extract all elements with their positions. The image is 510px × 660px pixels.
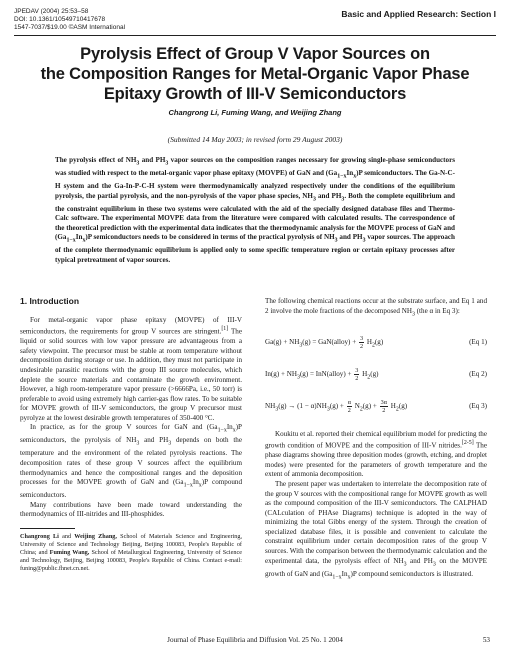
abstract: The pyrolysis effect of $NH_3$ and $PH_3$ vapor sources on the composition ranges necessary for growing single-phase semiconductors was studied with respect to the metal-organic vapor phase epitaxy (MOVPE) of GaN and $(Ga_{1-x}In_x)P$ semiconductors. The Ga-N-C-H system and the Ga-In-P-C-H system were thermodynamically analyzed respectively under the conditions of the equilibrium pyrolysis, the partial pyrolysis, and the non-pyrolysis of the vapor phase species, $NH_3$ and $PH_3$. Both the complete equilibrium and the constraint equilibrium in these two systems were calculated with the aid of the specially designed database files and Thermo-Calc software. The experimental MOVPE data from the literature were compared with calculated results. The correspondence of the theoretical prediction with the experimental data indicates that the thermodynamic analysis for the MOVPE process of GaN and $(Ga_{1-x}In_x)P$ semiconductors needs to be considered in terms of the practical pyrolysis of $NH_3$ and $PH_3$ vapor sources. The approach of the complete thermodynamic equilibrium is applied only to some specific temperature region or certain epitaxy processes after typical pretreatment of vapor sources. [55,156,456,264]
submission-dates: (Submitted 14 May 2003; in revised form 29 August 2003) [167,135,343,144]
doi: DOI: 10.1361/10549710417678 [14,16,106,23]
fraction: $\frac{3}{2}$ [355,366,359,382]
journal-metadata [14,8,125,32]
equation-number: (Eq 1) [469,337,487,346]
article-title: Pyrolysis Effect of Group V Vapor Sources on the Composition Ranges for Metal-Organic Vapor Phase Epitaxy Growth of III-V Semiconductors [40,45,470,103]
right-paragraph-2: The present paper was undertaken to interrelate the decomposition rate of the group V sources with the compositional range for MOVPE growth as well as the compound composition of the III-V semiconductors. The CALPHAD (CALculation of PHAse Diagrams) technique is adopted in the way of minimizing the total Gibbs energy of the system. Through the creation of specialized database files, it is possible and convenient to calculate the constraint equilibrium under certain decomposition rates of the group V sources. With the comparison between the thermodynamic calculation and the experimental data, the pyrolysis effect of $NH_3$ and $PH_3$ on the MOVPE growth of GaN and $(Ga_{1-x}In_x)P$ compound semiconductors is illustrated. [265,479,487,581]
reactions-lead: The following chemical reactions occur at the substrate surface, and Eq 1 and 2 involve the mole fractions of the decomposed $NH_3$ (the α in Eq 3): [265,297,487,317]
section-label: Basic and Applied Research: Section I [341,9,496,19]
page-number: 53 [482,636,490,644]
intro-paragraph-1: For metal-organic vapor phase epitaxy (MOVPE) of III-V semiconductors, the requirements for group V sources are stringent.[1] The liquid or solid sources with low vapor pressure are advantageous from a safety viewpoint. The precursor must be stable at room temperature without decomposition during storage or use. In addition, they must not participate in undesirable parasitic reactions with the group III source molecules, which deplete the source materials and contaminate the growth environment. However, a high room-temperature vapor pressure (>6666Pa, i.e., 50 torr) is preferable to avoid using extremely high carrier-gas flow rates. To be suitable for MOVPE growth of III-V semiconductors, the group V precursor must pyrolyze at the lowest desirable growth temperatures of 350-400 °C. [20,315,242,422]
equation-2: $In(g) + NH_3(g)$ = InN(alloy) + $\frac{3}{2}$ $H_2(g)$ (Eq 2) [265,366,487,382]
footnote-rule [20,528,75,529]
author-list: Changrong Li, Fuming Wang, and Weijing Zhang [168,108,342,117]
issn: 1547-7037/$19.00 ©ASM International [14,24,126,31]
author-affiliations: Changrong Li and Weijing Zhang, School of Materials Science and Engineering, University of Science and Technology Beijing, Beijing 100083, People's Republic of China; and Fuming Wang, School of Metallurgical Engineering, University of Science and Technology, Beijing, Beijing 100083, People's Republic of China. Contact e-mail: funing@public.fhnet.cn.net. [20,533,242,573]
fraction: $\frac{3}{2}$ [359,334,364,350]
fraction: $\frac{\alpha}{2}$ [347,398,351,414]
intro-paragraph-2: In practice, as for the group V sources for GaN and $(Ga_{1-x}In_x)P$ semiconductors, the pyrolysis of $NH_3$ and $PH_3$ depends on both the temperature and the environment of the related pyrolysis reactions. The decomposition rates of these group V sources affect the equilibrium thermodynamics and hence the compositional ranges and the deposition processes for the MOVPE growth of GaN and $(Ga_{1-x}In_x)P$ compound semiconductors. [20,423,243,500]
header-rule [14,35,496,36]
citation-ref[interactable]: [2-5] [461,440,474,447]
fraction: $\frac{3\alpha}{2}$ [380,398,387,414]
equation-number: (Eq 2) [469,369,487,378]
journal-citation: JPEDAV (2004) 25:53–58 [14,8,89,15]
section-heading-introduction: 1. Introduction [20,296,80,306]
right-paragraph-1: Koukitu et al. reported their chemical equilibrium model for predicting the growth condition of MOVPE and the composition of III-V nitrides.[2-5] The phase diagrams showing three deposition modes (growth, etching, and droplet modes) were presented for the parameters of growth temperature and the extent of ammonia decomposition. [265,429,487,479]
equation-1: $Ga(g) + NH_3(g)$ = GaN(alloy) + $\frac{3}{2}$ $H_2(g)$ (Eq 1) [265,334,487,350]
equation-number: (Eq 3) [469,401,487,410]
left-column [20,297,242,573]
right-column [265,297,487,583]
intro-paragraph-3: Many contributions have been made toward understanding the thermodynamics of III-nitrides and III-phosphides. [20,500,242,519]
equation-3: $NH_3(g) \to (1 - \alpha)NH_3(g)$ + $\frac{\alpha}{2}$ $N_2(g)$ + $\frac{3\alpha}{2}$ $H_2(g)$ (Eq 3) [265,398,487,414]
journal-footer: Journal of Phase Equilibria and Diffusion Vol. 25 No. 1 2004 [167,636,343,644]
citation-ref[interactable]: [1] [221,326,229,333]
